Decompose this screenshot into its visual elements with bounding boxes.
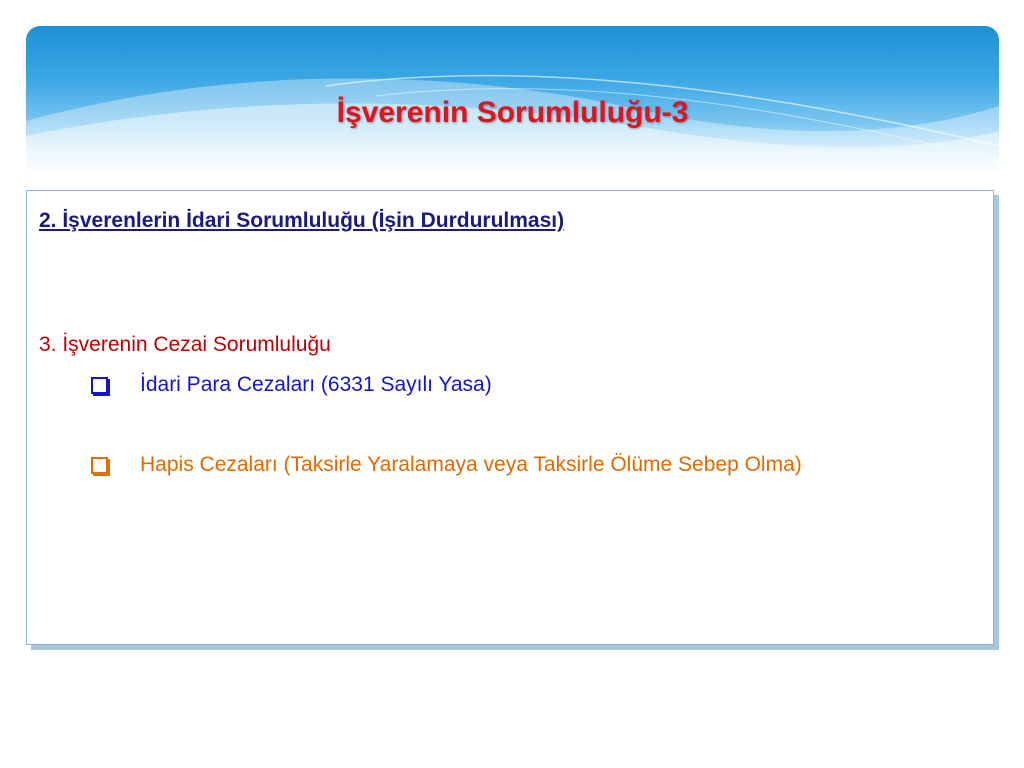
item-idari-sorumluluk: 2. İşverenlerin İdari Sorumluluğu (İşin Durdurulması) [39, 209, 565, 232]
bullet-text: İdari Para Cezaları (6331 Sayılı Yasa) [140, 373, 492, 396]
bullet-item [91, 373, 975, 397]
item-cezai-sorumluluk: 3. İşverenin Cezai Sorumluluğu [39, 333, 331, 356]
content-box [26, 190, 994, 645]
checkbox-bullet-icon [91, 377, 108, 394]
bullet-text: Hapis Cezaları (Taksirle Yaralamaya veya Taksirle Ölüme Sebep Olma) [140, 453, 802, 476]
bullet-item [91, 453, 975, 484]
checkbox-bullet-icon [91, 457, 108, 474]
slide-title: İşverenin Sorumluluğu-3 [336, 96, 689, 129]
